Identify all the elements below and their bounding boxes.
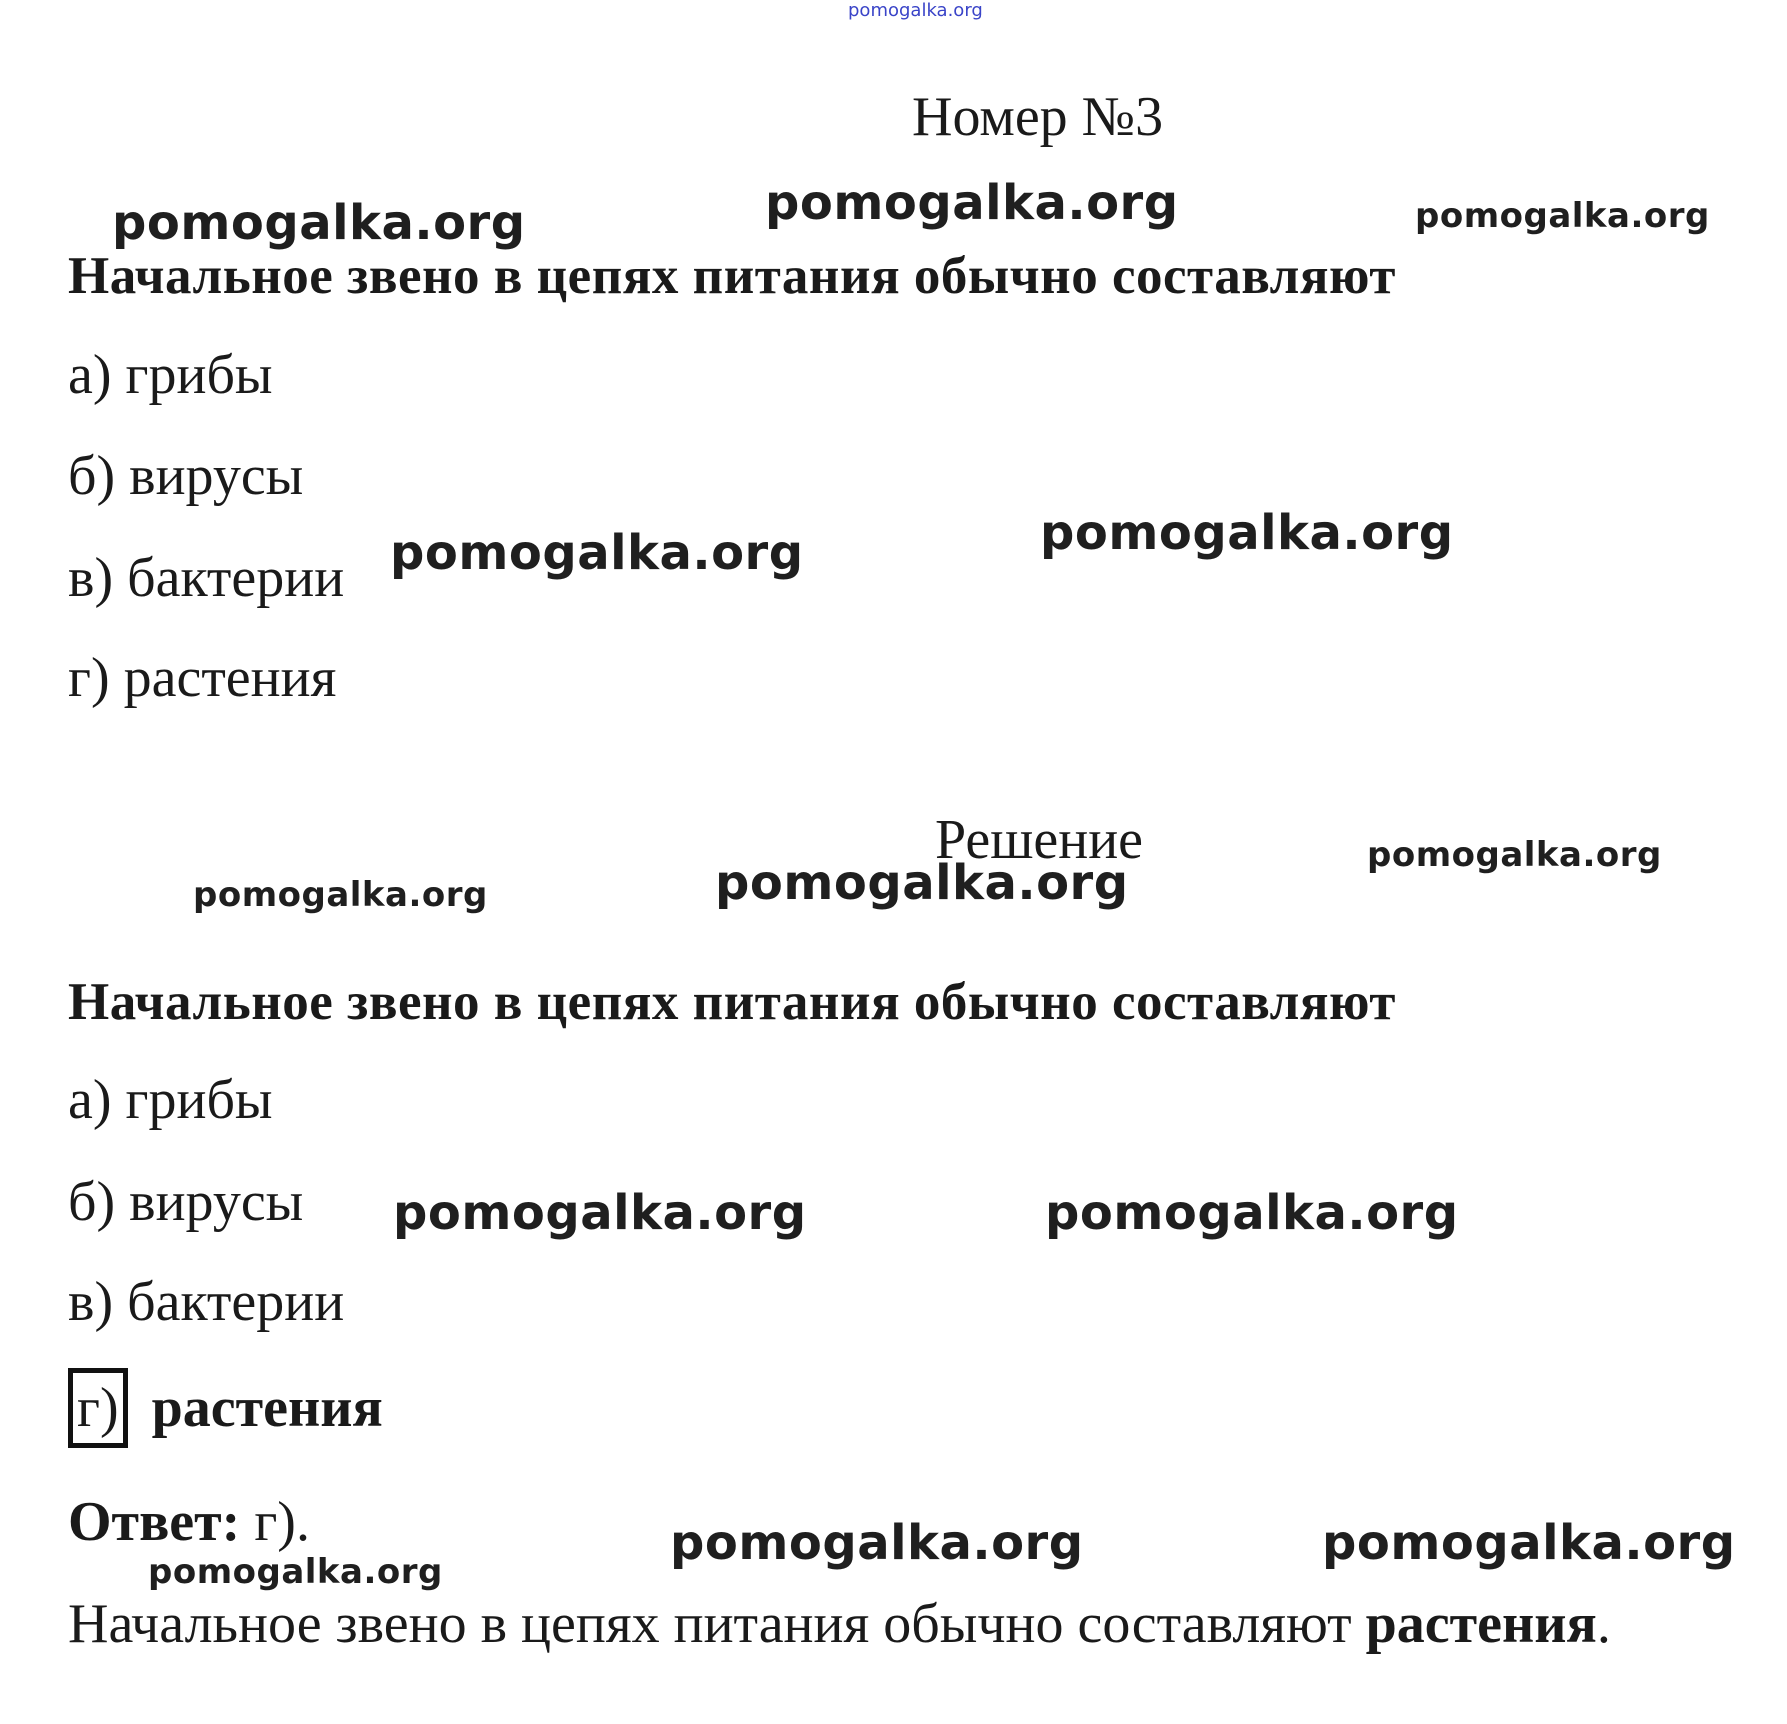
answer-value: г). xyxy=(254,1491,310,1553)
solution-heading: Решение xyxy=(935,809,1144,871)
watermark: pomogalka.org xyxy=(148,1552,443,1592)
page-title: Номер №3 xyxy=(912,86,1164,148)
answer-line xyxy=(68,1490,310,1554)
solution-option-b: б) вирусы xyxy=(68,1171,304,1233)
explanation-text: Начальное звено в цепях питания обычно составляют xyxy=(68,1593,1352,1655)
explanation-end: . xyxy=(1596,1593,1611,1655)
option-b: б) вирусы xyxy=(68,445,304,507)
watermark: pomogalka.org xyxy=(715,855,1129,911)
watermark: pomogalka.org xyxy=(193,875,488,915)
question-text: Начальное звено в цепях питания обычно составляют xyxy=(68,247,1396,305)
watermark: pomogalka.org xyxy=(1415,196,1710,236)
option-a: а) грибы xyxy=(68,344,273,406)
option-c: в) бактерии xyxy=(68,547,345,609)
watermark: pomogalka.org xyxy=(390,525,804,581)
watermark: pomogalka.org xyxy=(393,1185,807,1241)
solution-option-a: а) грибы xyxy=(68,1069,273,1131)
answer-label: Ответ: xyxy=(68,1491,241,1553)
option-d: г) растения xyxy=(68,647,337,709)
solution-option-c: в) бактерии xyxy=(68,1271,345,1333)
watermark: pomogalka.org xyxy=(1367,835,1662,875)
selected-option xyxy=(68,1368,383,1448)
solution-question-text: Начальное звено в цепях питания обычно составляют xyxy=(68,973,1396,1031)
top-watermark: pomogalka.org xyxy=(848,0,983,21)
selected-option-marker: г) xyxy=(68,1368,128,1448)
watermark: pomogalka.org xyxy=(1322,1515,1736,1571)
selected-option-text: растения xyxy=(151,1377,383,1439)
explanation-line xyxy=(68,1592,1611,1656)
watermark: pomogalka.org xyxy=(1040,505,1454,561)
explanation-bold: растения xyxy=(1365,1593,1597,1655)
watermark: pomogalka.org xyxy=(1045,1185,1459,1241)
watermark: pomogalka.org xyxy=(765,175,1179,231)
watermark: pomogalka.org xyxy=(112,195,526,251)
watermark: pomogalka.org xyxy=(670,1515,1084,1571)
